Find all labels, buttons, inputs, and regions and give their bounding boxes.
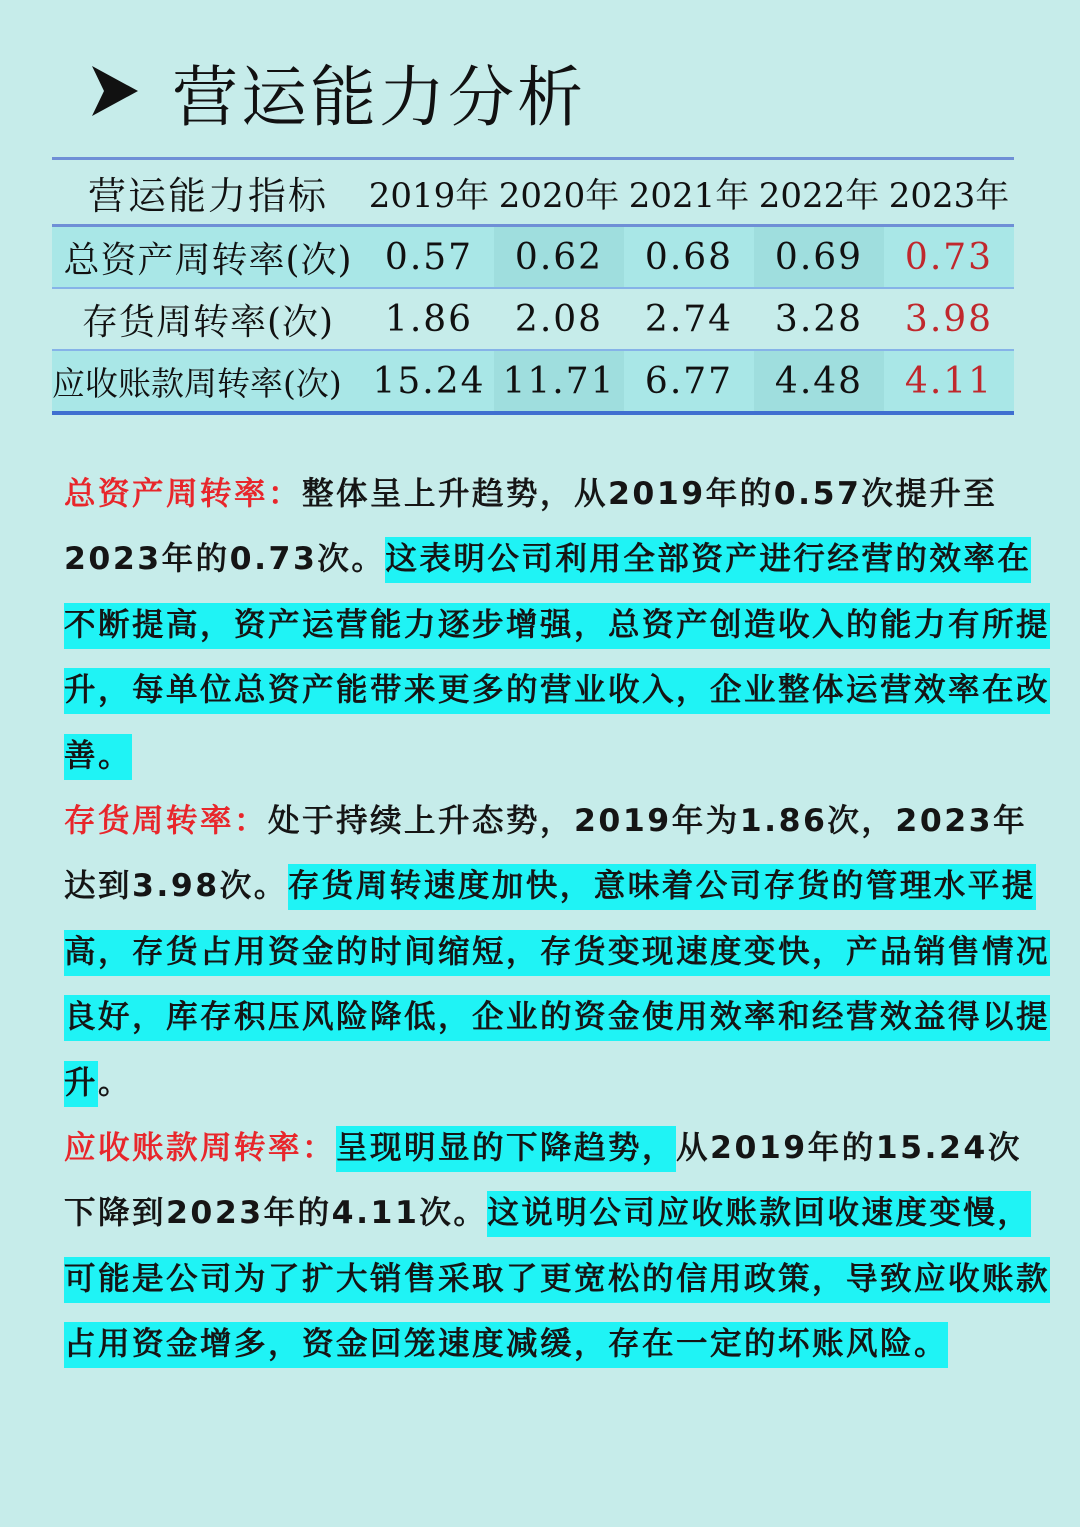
- column-header-metric: 营运能力指标: [87, 173, 328, 218]
- table-cell: 2.08: [514, 298, 604, 340]
- column-header-2022: 2022年: [758, 175, 880, 216]
- paragraph-text: 从2019年的15.24次下降到2023年的4.11次。: [64, 1130, 1022, 1232]
- paragraph-heading: 总资产周转率：: [64, 476, 303, 512]
- table-cell: 2.74: [644, 298, 734, 340]
- table-cell: 4.48: [754, 350, 884, 413]
- table-cell: 0.69: [754, 226, 884, 289]
- table-header-row: [52, 159, 1014, 226]
- paragraph-total-asset-turnover: [64, 462, 1054, 789]
- highlighted-text: 呈现明显的下降趋势，: [336, 1126, 676, 1172]
- table-cell: 0.68: [644, 236, 734, 278]
- paragraph-text-tail: 。: [98, 1064, 133, 1101]
- paragraph-text: 处于持续上升态势，2019年为1.86次，2023年达到3.98次。: [64, 803, 1028, 905]
- table-cell: 3.28: [774, 298, 864, 340]
- table-cell: 0.62: [494, 226, 624, 289]
- ratio-table: [52, 157, 1014, 415]
- table-row: [52, 226, 1014, 289]
- paragraph-heading: 存货周转率：: [64, 803, 269, 840]
- table-cell: 1.86: [384, 298, 474, 340]
- page-title: 营运能力分析: [172, 58, 586, 136]
- highlighted-text: 这说明公司应收账款回收速度变慢，可能是公司为了扩大销售采取了更宽松的信用政策，导致应收账款占用资金增多，资金回笼速度减缓，存在一定的坏账风险。: [64, 1191, 1050, 1368]
- table-cell-2023: 0.73: [904, 236, 994, 278]
- table-cell: 6.77: [644, 360, 734, 402]
- table-cell-2023: 4.11: [904, 360, 994, 402]
- paragraph-inventory-turnover: [64, 789, 1054, 1116]
- paragraph-text: 整体呈上升趋势，从2019年的0.57次提升至2023年的0.73次。: [64, 476, 998, 578]
- row-label-total-asset-turnover: 总资产周转率(次): [63, 239, 353, 281]
- row-label-inventory-turnover: 存货周转率(次): [81, 301, 335, 343]
- table-row: [52, 288, 1014, 350]
- row-label-receivable-turnover: 应收账款周转率(次): [52, 363, 342, 403]
- column-header-2019: 2019年: [368, 175, 490, 216]
- table-cell-2023: 3.98: [904, 298, 994, 340]
- table-cell: 0.57: [384, 236, 474, 278]
- table-row: [52, 350, 1014, 413]
- column-header-2021: 2021年: [628, 175, 750, 216]
- column-header-2023: 2023年: [888, 175, 1010, 216]
- table-cell: 15.24: [372, 360, 486, 402]
- column-header-2020: 2020年: [498, 175, 620, 216]
- highlighted-text: 存货周转速度加快，意味着公司存货的管理水平提高，存货占用资金的时间缩短，存货变现速度变快，产品销售情况良好，库存积压风险降低，企业的资金使用效率和经营效益得以提升: [64, 864, 1050, 1106]
- paragraph-receivable-turnover: [64, 1116, 1054, 1378]
- analysis-section: [64, 462, 1054, 1378]
- table-cell: 11.71: [494, 350, 624, 413]
- arrowhead-bullet-icon: [92, 66, 138, 116]
- title-row: [92, 46, 586, 136]
- paragraph-heading: 应收账款周转率：: [64, 1130, 337, 1167]
- highlighted-text: 这表明公司利用全部资产进行经营的效率在不断提高，资产运营能力逐步增强，总资产创造收入的能力有所提升，每单位总资产能带来更多的营业收入，企业整体运营效率在改善。: [64, 537, 1050, 779]
